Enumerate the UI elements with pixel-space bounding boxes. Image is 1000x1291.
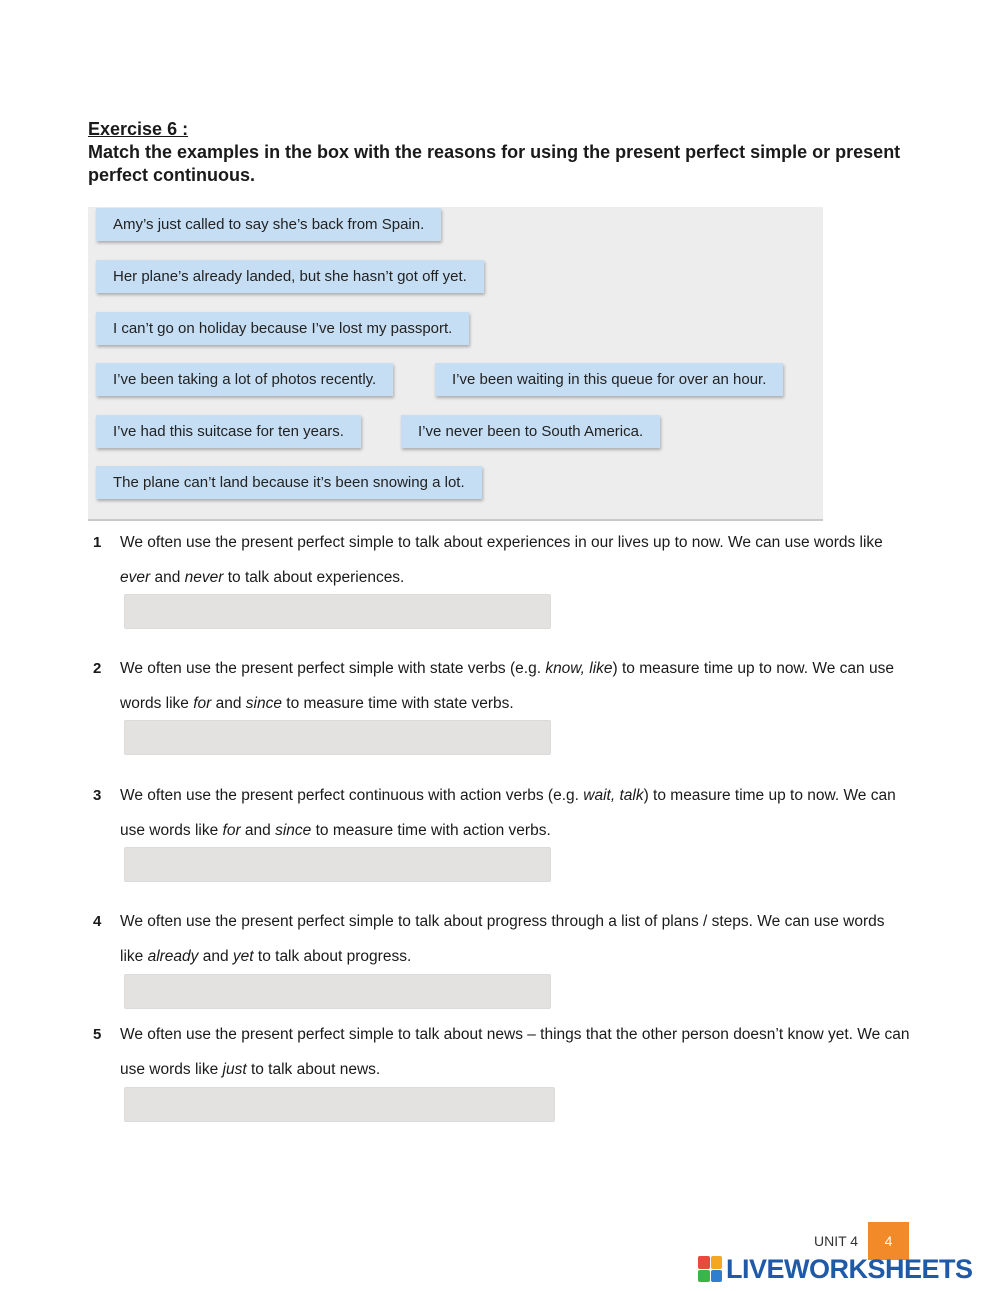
example-chip-7[interactable]: I’ve never been to South America. xyxy=(401,415,660,448)
examples-box xyxy=(88,207,823,521)
page-number-badge: 4 xyxy=(868,1222,909,1260)
question-text: We often use the present perfect simple to talk about progress through a list of plans / steps. We can use words like already and yet to talk about progress. xyxy=(120,913,885,965)
example-chip-3[interactable]: I can’t go on holiday because I’ve lost my passport. xyxy=(96,312,469,345)
example-chip-6[interactable]: I’ve had this suitcase for ten years. xyxy=(96,415,361,448)
brand-name: LIVEWORKSHEETS xyxy=(726,1253,973,1284)
question-number: 3 xyxy=(93,787,102,804)
example-chip-8[interactable]: The plane can’t land because it’s been snowing a lot. xyxy=(96,466,482,499)
question-number: 2 xyxy=(93,660,102,677)
unit-label: UNIT 4 xyxy=(814,1233,859,1249)
liveworksheets-brand xyxy=(698,1252,973,1286)
question-number: 4 xyxy=(93,913,102,930)
question-text: We often use the present perfect simple to talk about experiences in our lives up to now. We can use words like ever and never to talk about experiences. xyxy=(120,534,883,586)
question-text: We often use the present perfect continuous with action verbs (e.g. wait, talk) to measure time up to now. We can use words like for and since to measure time with action verbs. xyxy=(120,787,896,839)
example-chip-5[interactable]: I’ve been waiting in this queue for over an hour. xyxy=(435,363,783,396)
exercise-instruction: Match the examples in the box with the reasons for using the present perfect simple or present perfect continuous. xyxy=(88,142,901,185)
answer-drop-5[interactable] xyxy=(124,1087,555,1122)
answer-drop-4[interactable] xyxy=(124,974,551,1009)
exercise-title: Exercise 6 : xyxy=(88,119,189,139)
answer-drop-1[interactable] xyxy=(124,594,551,629)
question-number: 1 xyxy=(93,534,102,551)
answer-drop-3[interactable] xyxy=(124,847,551,882)
answer-drop-2[interactable] xyxy=(124,720,551,755)
liveworksheets-logo-icon xyxy=(698,1256,722,1282)
question-text: We often use the present perfect simple to talk about news – things that the other person doesn’t know yet. We can use words like just to talk about news. xyxy=(120,1026,910,1078)
example-chip-4[interactable]: I’ve been taking a lot of photos recently. xyxy=(96,363,393,396)
exercise-header xyxy=(88,118,928,187)
example-chip-2[interactable]: Her plane’s already landed, but she hasn’t got off yet. xyxy=(96,260,484,293)
example-chip-1[interactable]: Amy’s just called to say she’s back from Spain. xyxy=(96,208,441,241)
question-number: 5 xyxy=(93,1026,102,1043)
question-text: We often use the present perfect simple with state verbs (e.g. know, like) to measure time up to now. We can use words like for and since to measure time with state verbs. xyxy=(120,660,894,712)
